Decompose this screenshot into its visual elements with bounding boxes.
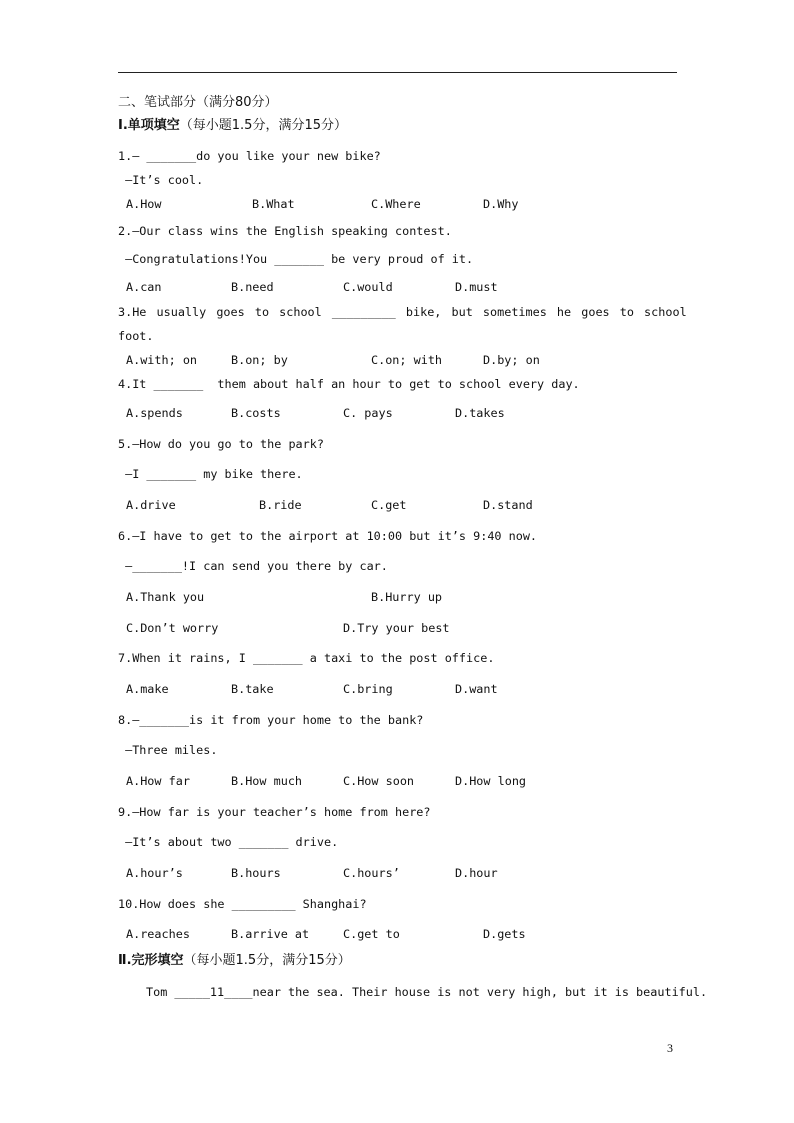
q4-option-c: C. pays: [343, 406, 393, 420]
q2-line-1: 2.—Our class wins the English speaking contest.: [118, 224, 452, 238]
q2-option-d: D.must: [455, 280, 498, 294]
q3-option-d: D.by; on: [483, 353, 540, 367]
q4-option-b: B.costs: [231, 406, 281, 420]
part1-note: （每小题1.5分，满分15分）: [179, 118, 347, 133]
q10-option-b: B.arrive at: [231, 927, 310, 941]
q2-line-2: —Congratulations!You _______ be very proud of it.: [118, 252, 474, 266]
q5-option-a: A.drive: [126, 498, 176, 512]
q6-option-a: A.Thank you: [126, 590, 205, 604]
q7-option-a: A.make: [126, 682, 169, 696]
top-rule: [118, 72, 677, 73]
q8-line-1: 8.—_______is it from your home to the bank?: [118, 713, 424, 727]
q9-line-2: —It’s about two _______ drive.: [118, 835, 339, 849]
q3-option-c: C.on; with: [371, 353, 443, 367]
q5-line-1: 5.—How do you go to the park?: [118, 437, 324, 451]
q10-option-d: D.gets: [483, 927, 526, 941]
q3-option-b: B.on; by: [231, 353, 288, 367]
q9-option-c: C.hours’: [343, 866, 400, 880]
q1-option-c: C.Where: [371, 197, 421, 211]
page-number: 3: [667, 1041, 673, 1055]
q5-line-2: —I _______ my bike there.: [118, 467, 303, 481]
cloze-passage: Tom _____11____near the sea. Their house is not very high, but it is beautiful.: [146, 985, 708, 999]
q3-line-2: foot.: [118, 329, 154, 343]
q2-option-a: A.can: [126, 280, 162, 294]
part1-heading: [118, 118, 347, 134]
q1-option-b: B.What: [252, 197, 295, 211]
q2-option-c: C.would: [343, 280, 393, 294]
q5-option-d: D.stand: [483, 498, 533, 512]
part2-note: （每小题1.5分，满分15分）: [183, 953, 351, 968]
q9-option-a: A.hour’s: [126, 866, 183, 880]
q8-option-d: D.How long: [455, 774, 527, 788]
q1-line-2: —It’s cool.: [118, 173, 204, 187]
q7-line-1: 7.When it rains, I _______ a taxi to the post office.: [118, 651, 495, 665]
q4-line-1: 4.It _______ them about half an hour to get to school every day.: [118, 377, 580, 391]
q1-option-d: D.Why: [483, 197, 519, 211]
q6-option-c: C.Don’t worry: [126, 621, 219, 635]
q8-option-b: B.How much: [231, 774, 303, 788]
part2-title: Ⅱ.完形填空: [118, 953, 184, 968]
q4-option-a: A.spends: [126, 406, 183, 420]
q6-line-2: —_______!I can send you there by car.: [118, 559, 388, 573]
q6-option-d: D.Try your best: [343, 621, 450, 635]
q9-option-d: D.hour: [455, 866, 498, 880]
q6-option-b: B.Hurry up: [371, 590, 443, 604]
part1-title: Ⅰ.单项填空: [118, 118, 180, 133]
q3-line-1: 3.He usually goes to school _________ bike, but sometimes he goes to school: [118, 305, 687, 319]
q5-option-b: B.ride: [259, 498, 302, 512]
q9-option-b: B.hours: [231, 866, 281, 880]
q4-option-d: D.takes: [455, 406, 505, 420]
q10-option-c: C.get to: [343, 927, 400, 941]
q10-line-1: 10.How does she _________ Shanghai?: [118, 897, 367, 911]
q8-option-c: C.How soon: [343, 774, 415, 788]
q7-option-c: C.bring: [343, 682, 393, 696]
q3-option-a: A.with; on: [126, 353, 198, 367]
q7-option-d: D.want: [455, 682, 498, 696]
q1-line-1: 1.— _______do you like your new bike?: [118, 149, 381, 163]
q7-option-b: B.take: [231, 682, 274, 696]
q2-option-b: B.need: [231, 280, 274, 294]
q10-option-a: A.reaches: [126, 927, 190, 941]
q5-option-c: C.get: [371, 498, 407, 512]
q8-option-a: A.How far: [126, 774, 190, 788]
q9-line-1: 9.—How far is your teacher’s home from here?: [118, 805, 431, 819]
section-title: 二、笔试部分（满分80分）: [118, 95, 278, 110]
q6-line-1: 6.—I have to get to the airport at 10:00 but it’s 9:40 now.: [118, 529, 538, 543]
q8-line-2: —Three miles.: [118, 743, 218, 757]
part2-heading: [118, 953, 351, 969]
q1-option-a: A.How: [126, 197, 162, 211]
